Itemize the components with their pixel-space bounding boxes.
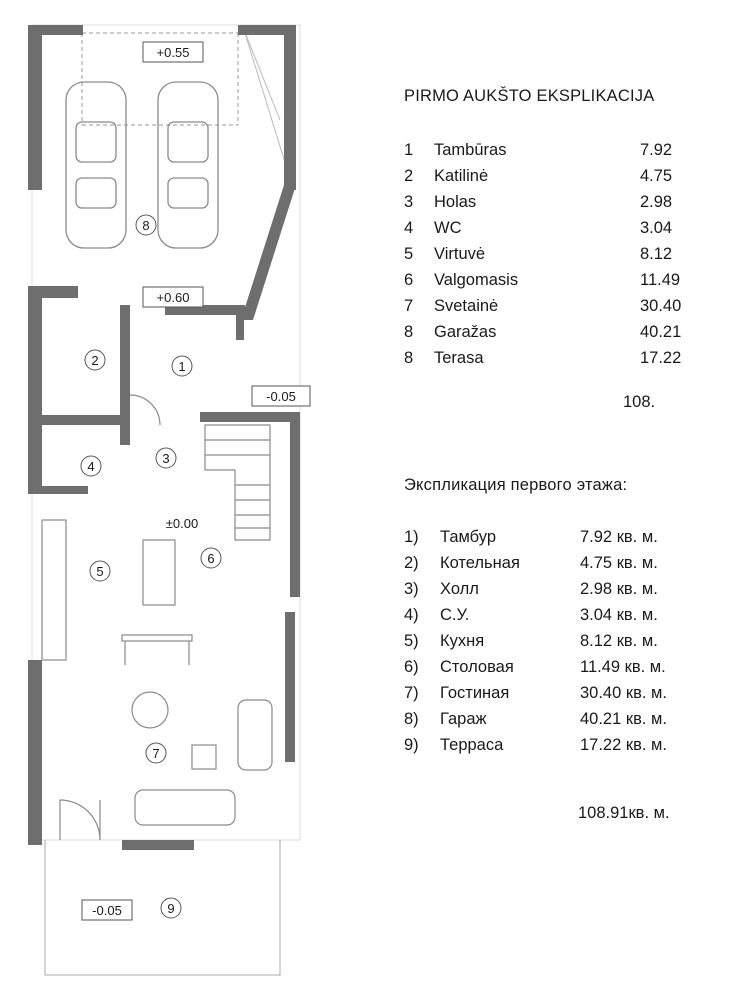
- floor-plan: [0, 0, 340, 990]
- legend-row: [404, 293, 714, 319]
- legend-lt-total: 108.: [623, 393, 656, 411]
- room-label-2: 2: [91, 353, 99, 368]
- legend-row: [404, 732, 724, 758]
- legend-name: Garažas: [434, 323, 497, 341]
- legend-name: Katilinė: [434, 167, 489, 185]
- legend-area: 40.21: [640, 323, 682, 341]
- legend-lt-title: PIRMO AUKŠTO EKSPLIKACIJA: [404, 87, 655, 105]
- room-label-6: 6: [207, 551, 215, 566]
- legend-num: 3: [404, 193, 414, 211]
- legend-row: [404, 628, 724, 654]
- legend-lithuanian: [404, 83, 714, 371]
- legend-area: 40.21 кв. м.: [580, 710, 667, 728]
- legend-num: 7: [404, 297, 414, 315]
- room-label-8: 8: [142, 218, 150, 233]
- legend-area: 2.98: [640, 193, 673, 211]
- legend-name: Гостиная: [440, 684, 510, 702]
- legend-row: [404, 215, 714, 241]
- legend-num: 2): [404, 554, 419, 572]
- room-label-7: 7: [152, 746, 160, 761]
- legend-name: С.У.: [440, 606, 470, 624]
- legend-name: Holas: [434, 193, 477, 211]
- legend-row: [404, 241, 714, 267]
- legend-num: 3): [404, 580, 419, 598]
- level-porch: -0.05: [266, 389, 296, 404]
- level-entry: +0.60: [156, 290, 190, 305]
- legend-row: [404, 680, 724, 706]
- legend-name: Valgomasis: [434, 271, 519, 289]
- legend-name: Столовая: [440, 658, 514, 676]
- legend-area: 30.40: [640, 297, 682, 315]
- legend-area: 8.12 кв. м.: [580, 632, 658, 650]
- legend-num: 4: [404, 219, 414, 237]
- legend-name: Virtuvė: [434, 245, 486, 263]
- legend-num: 4): [404, 606, 419, 624]
- level-garage: +0.55: [156, 45, 190, 60]
- level-terrace: -0.05: [92, 903, 122, 918]
- legend-row: [404, 345, 714, 371]
- legend-num: 1: [404, 141, 414, 159]
- legend-area: 2.98 кв. м.: [580, 580, 658, 598]
- room-label-1: 1: [178, 359, 186, 374]
- legend-row: [404, 267, 714, 293]
- legend-name: Терраса: [440, 736, 504, 754]
- legend-row: [404, 602, 724, 628]
- legend-num: 8): [404, 710, 419, 728]
- legend-row: [404, 706, 724, 732]
- legend-row: [404, 576, 724, 602]
- legend-name: Котельная: [440, 554, 520, 572]
- legend-name: Кухня: [440, 632, 485, 650]
- legend-russian: [404, 472, 724, 758]
- legend-area: 3.04 кв. м.: [580, 606, 658, 624]
- legend-area: 11.49: [640, 271, 681, 289]
- legend-name: WC: [434, 219, 462, 237]
- level-hall: ±0.00: [165, 516, 199, 531]
- legend-row: [404, 163, 714, 189]
- legend-area: 7.92 кв. м.: [580, 528, 658, 546]
- legend-num: 1): [404, 528, 419, 546]
- legend-name: Svetainė: [434, 297, 499, 315]
- legend-num: 9): [404, 736, 419, 754]
- legend-num: 5): [404, 632, 419, 650]
- legend-row: [404, 550, 724, 576]
- legend-name: Тамбур: [440, 528, 497, 546]
- legend-row: [404, 654, 724, 680]
- legend-name: Terasa: [434, 349, 484, 367]
- walls: [28, 25, 300, 850]
- legend-row: [404, 319, 714, 345]
- legend-num: 2: [404, 167, 414, 185]
- legend-num: 8: [404, 323, 414, 341]
- room-label-5: 5: [96, 564, 104, 579]
- legend-num: 6: [404, 271, 414, 289]
- legend-row: [404, 189, 714, 215]
- legend-area: 30.40 кв. м.: [580, 684, 667, 702]
- room-label-9: 9: [167, 901, 175, 916]
- legend-area: 17.22 кв. м.: [580, 736, 667, 754]
- legend-area: 11.49 кв. м.: [580, 658, 666, 676]
- legend-ru-total: 108.91кв. м.: [578, 804, 670, 822]
- legend-area: 4.75: [640, 167, 673, 185]
- legend-area: 17.22: [640, 349, 682, 367]
- legend-num: 5: [404, 245, 414, 263]
- legend-area: 4.75 кв. м.: [580, 554, 658, 572]
- legend-area: 8.12: [640, 245, 673, 263]
- legend-num: 8: [404, 349, 414, 367]
- legend-name: Tambūras: [434, 141, 507, 159]
- legend-ru-title: Экспликация первого этажа:: [404, 476, 628, 494]
- legend-area: 3.04: [640, 219, 673, 237]
- legend-num: 7): [404, 684, 419, 702]
- legend-row: [404, 137, 714, 163]
- legend-num: 6): [404, 658, 419, 676]
- room-label-4: 4: [87, 459, 95, 474]
- legend-row: [404, 524, 724, 550]
- legend-name: Холл: [440, 580, 479, 598]
- room-label-3: 3: [162, 451, 170, 466]
- legend-area: 7.92: [640, 141, 673, 159]
- legend-name: Гараж: [440, 710, 487, 728]
